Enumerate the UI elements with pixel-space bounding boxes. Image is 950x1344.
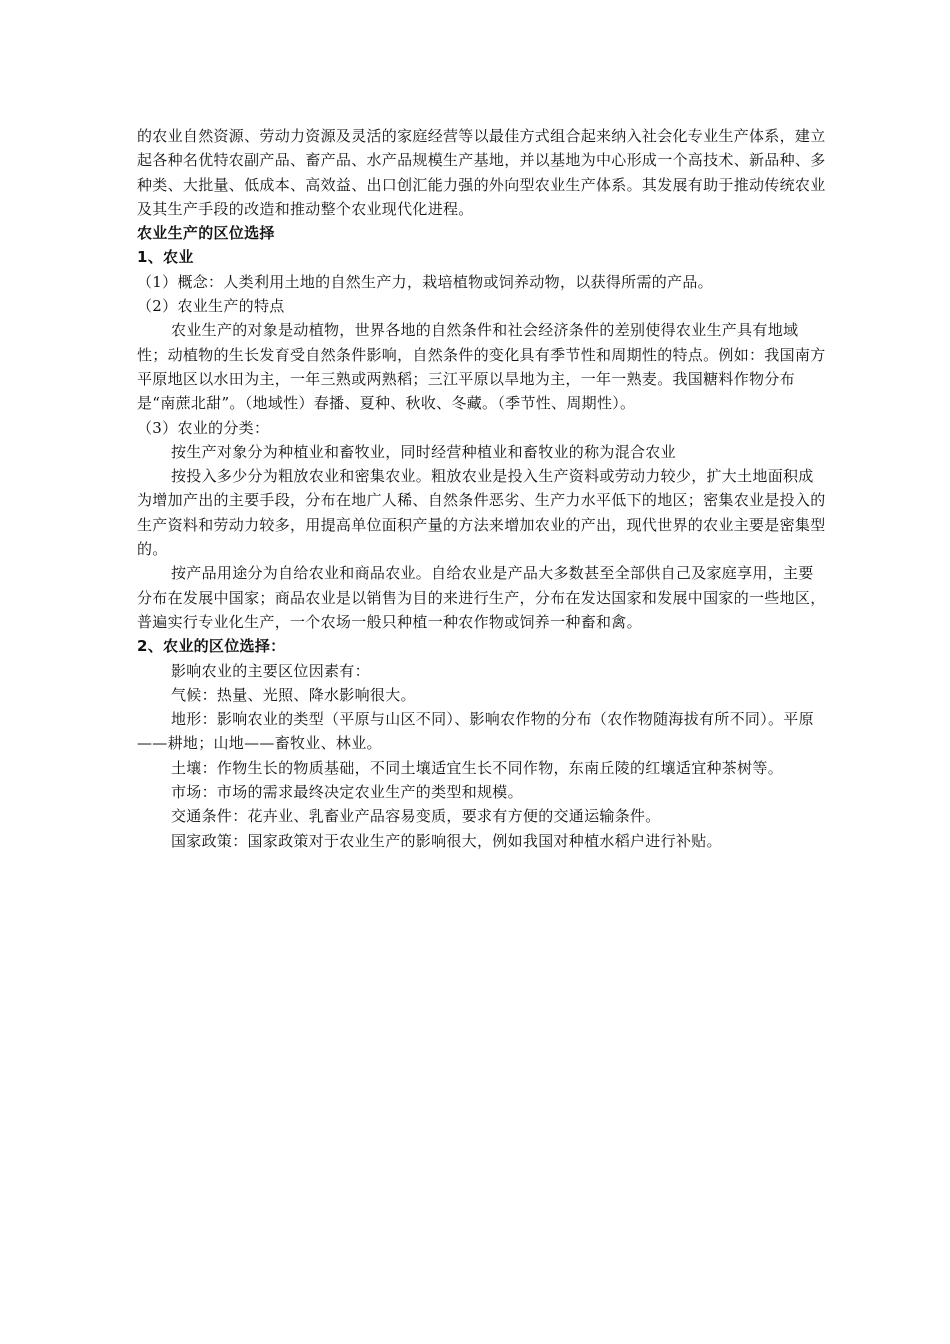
factor-transport: 交通条件：花卉业、乳畜业产品容易变质，要求有方便的交通运输条件。 xyxy=(171,807,661,826)
class-by-use-paragraph: 按产品用途分为自给农业和商品农业。自给农业是产品大多数甚至全部供自己及家庭享用，主要分布在发展中国家；商品农业是以销售为目的来进行生产，分布在发达国家和发展中国家的一些地区，普遍实行专业化生产，一个农场一般只种植一种农作物或饲养一种畜和禽。 xyxy=(137,564,826,631)
classification-heading: （3）农业的分类： xyxy=(137,418,270,437)
factor-policy: 国家政策：国家政策对于农业生产的影响很大，例如我国对种植水稻户进行补贴。 xyxy=(171,831,722,850)
document-body xyxy=(137,124,827,853)
factor-terrain: 地形：影响农业的类型（平原与山区不同）、影响农作物的分布（农作物随海拔有所不同）。平原——耕地；山地——畜牧业、林业。 xyxy=(137,710,814,753)
section1-heading: 1、农业 xyxy=(137,248,194,267)
section2-heading: 2、农业的区位选择： xyxy=(137,637,286,656)
features-heading: （2）农业生产的特点 xyxy=(137,297,285,316)
class-by-object-paragraph: 按生产对象分为种植业和畜牧业，同时经营种植业和畜牧业的称为混合农业 xyxy=(171,442,676,461)
factor-market: 市场：市场的需求最终决定农业生产的类型和规模。 xyxy=(171,783,523,802)
intro-paragraph: 的农业自然资源、劳动力资源及灵活的家庭经营等以最佳方式组合起来纳入社会化专业生产体系，建立起各种名优特农副产品、畜产品、水产品规模生产基地，并以基地为中心形成一个高技术、新品种、多种类、大批量、低成本、高效益、出口创汇能力强的外向型农业生产体系。其发展有助于推动传统农业及其生产手段的改造和推动整个农业现代化进程。 xyxy=(137,127,826,218)
concept-paragraph: （1）概念：人类利用土地的自然生产力，栽培植物或饲养动物，以获得所需的产品。 xyxy=(137,272,713,291)
factors-intro: 影响农业的主要区位因素有： xyxy=(171,661,370,680)
factor-climate: 气候：热量、光照、降水影响很大。 xyxy=(171,685,416,704)
class-by-input-paragraph: 按投入多少分为粗放农业和密集农业。粗放农业是投入生产资料或劳动力较少，扩大土地面积成为增加产出的主要手段，分布在地广人稀、自然条件恶劣、生产力水平低下的地区；密集农业是投入的生产资料和劳动力较多，用提高单位面积产量的方法来增加农业的产出，现代世界的农业主要是密集型的。 xyxy=(137,467,826,559)
factor-soil: 土壤：作物生长的物质基础，不同土壤适宜生长不同作物，东南丘陵的红壤适宜种茶树等。 xyxy=(171,758,784,777)
section-title: 农业生产的区位选择 xyxy=(137,224,275,243)
features-paragraph: 农业生产的对象是动植物，世界各地的自然条件和社会经济条件的差别使得农业生产具有地域性；动植物的生长发育受自然条件影响，自然条件的变化具有季节性和周期性的特点。例如：我国南方平原地区以水田为主，一年三熟或两熟稻；三江平原以旱地为主，一年一熟麦。我国糖料作物分布是“南蔗北甜”。（地域性）春播、夏种、秋收、冬藏。（季节性、周期性）。 xyxy=(137,321,826,413)
